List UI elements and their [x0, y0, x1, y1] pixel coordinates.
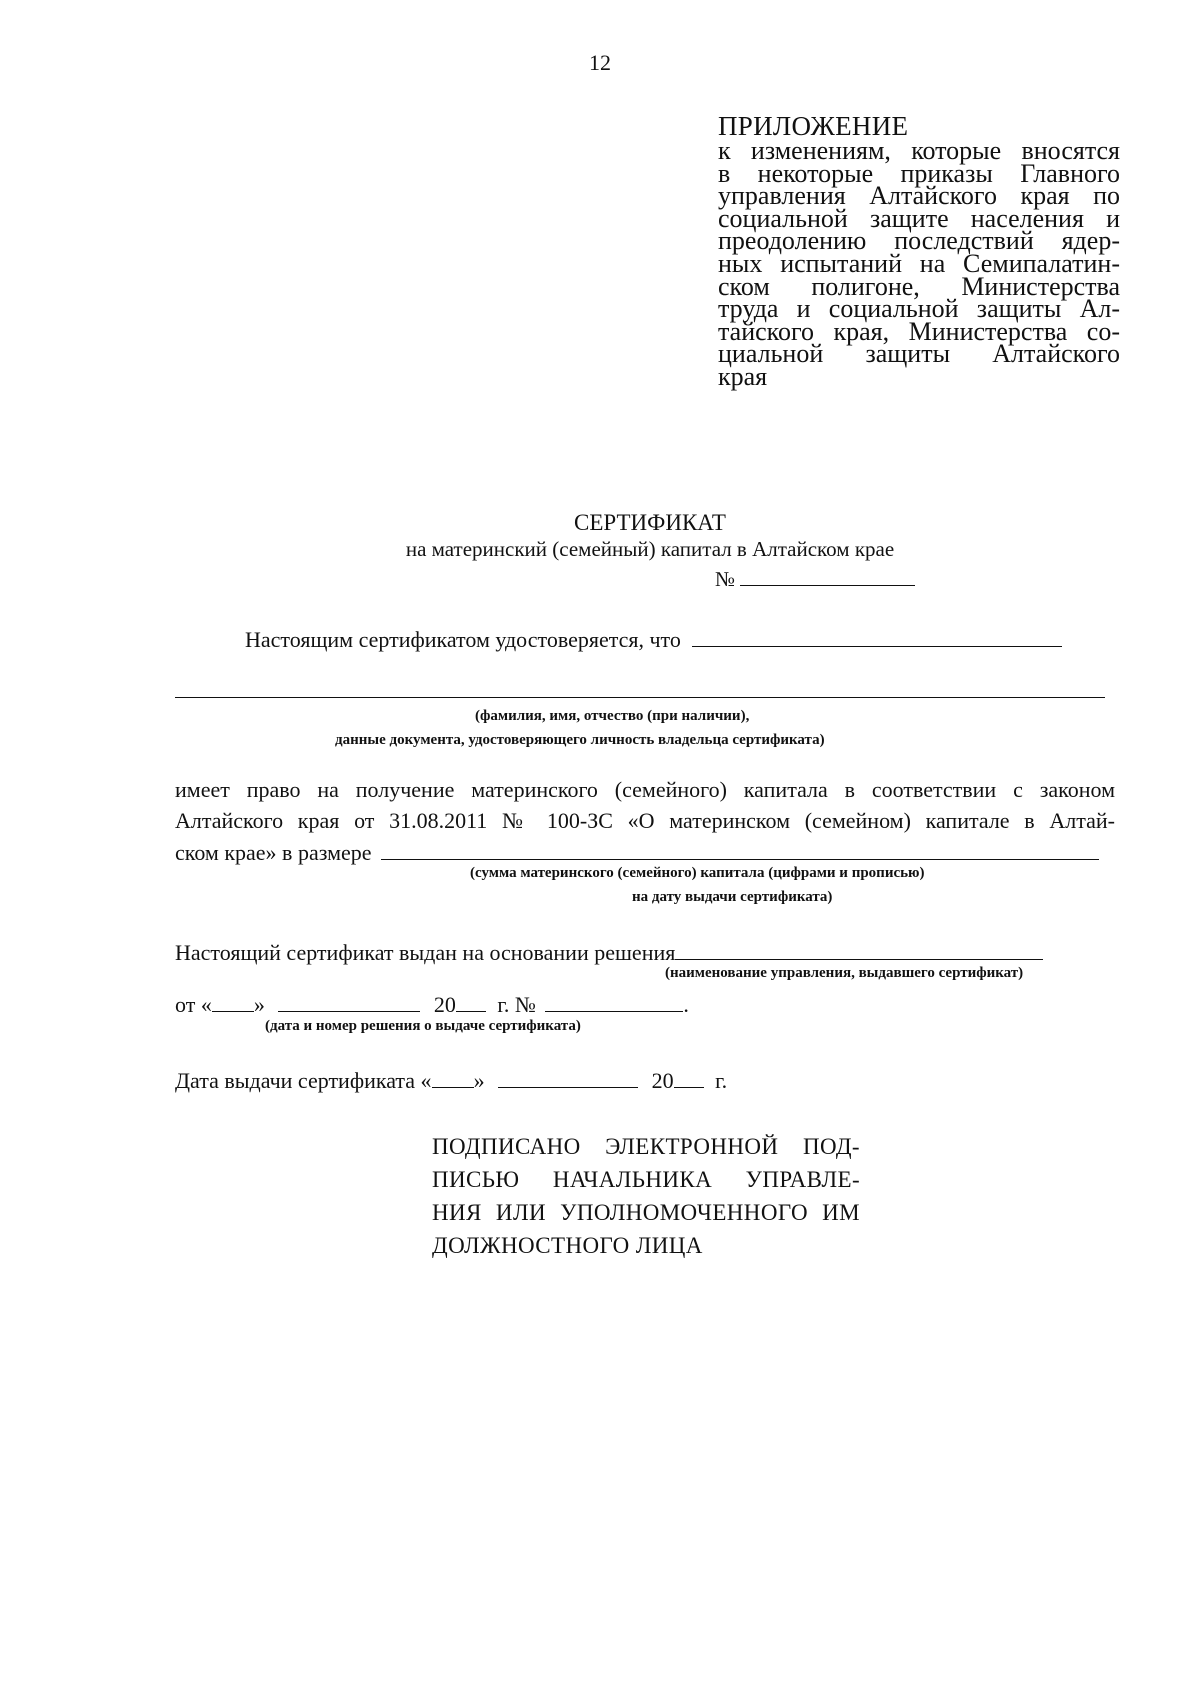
amount-note-2: на дату выдачи сертификата): [632, 889, 833, 905]
decision-year-field: [456, 1010, 486, 1012]
certificate-number-field: [740, 584, 915, 586]
appendix-line: циальной защиты Алтайского: [718, 339, 1120, 369]
decision-month-field: [278, 1010, 420, 1012]
signature-line: ДОЛЖНОСТНОГО ЛИЦА: [432, 1233, 703, 1258]
amount-field: [381, 858, 1099, 860]
from-prefix: от «: [175, 992, 212, 1017]
number-sign: №: [715, 567, 736, 591]
certifies-text: Настоящим сертификатом удостоверяется, что: [245, 627, 681, 652]
amount-note-1: (сумма материнского (семейного) капитала (цифрами и прописью): [470, 865, 925, 881]
certifies-row: [245, 627, 1062, 653]
holder-name-field: [692, 645, 1062, 647]
right-line-3: ском крае» в размере: [175, 840, 372, 865]
issue-year-suffix: г.: [715, 1068, 728, 1093]
appendix-line: к изменениям, которые вносятся: [718, 136, 1120, 165]
appendix-line: в некоторые приказы Главного: [718, 158, 1120, 188]
issue-year-field: [674, 1086, 704, 1088]
quote-close: »: [253, 992, 265, 1017]
year-prefix: 20: [433, 992, 456, 1017]
issue-day-field: [432, 1086, 474, 1088]
holder-note-1: (фамилия, имя, отчество (при наличии),: [475, 708, 750, 724]
holder-details-field: [175, 697, 1105, 698]
period: .: [683, 992, 689, 1017]
issue-date-text: Дата выдачи сертификата «: [175, 1068, 432, 1093]
appendix-header: [718, 112, 1120, 389]
certificate-number-row: [715, 567, 915, 592]
appendix-line: преодолению последствий ядер-: [718, 226, 1120, 256]
decision-number-field: [545, 1010, 683, 1012]
appendix-line: ных испытаний на Семипалатин-: [718, 248, 1120, 278]
issue-month-field: [498, 1086, 638, 1088]
certificate-title: СЕРТИФИКАТ: [574, 510, 726, 535]
quote-close-issue: »: [473, 1068, 485, 1093]
signature-line: ПОДПИСАНО ЭЛЕКТРОННОЙ ПОД-: [432, 1134, 860, 1159]
issue-year-prefix: 20: [651, 1068, 674, 1093]
appendix-line: тайского края, Министерства со-: [718, 316, 1120, 346]
signature-line: НИЯ ИЛИ УПОЛНОМОЧЕННОГО ИМ: [432, 1200, 860, 1225]
decision-day-field: [212, 1010, 254, 1012]
right-line-3-row: [175, 840, 1099, 866]
year-suffix: г. №: [497, 992, 536, 1017]
right-line-2: Алтайского края от 31.08.2011 № 100-ЗС «О материнском (семейном) капитале в Алтай-: [175, 808, 1115, 833]
appendix-title: ПРИЛОЖЕНИЕ: [718, 111, 909, 141]
appendix-line: труда и социальной защиты Ал-: [718, 294, 1120, 324]
issue-date-row: [175, 1068, 727, 1094]
authority-note: (наименование управления, выдавшего сертификат): [665, 965, 1024, 981]
authority-field: [675, 958, 1043, 960]
issued-basis-text: Настоящий сертификат выдан на основании решения: [175, 940, 676, 965]
decision-note: (дата и номер решения о выдаче сертификата): [265, 1018, 581, 1034]
appendix-description: [718, 136, 1120, 391]
certificate-subtitle: на материнский (семейный) капитал в Алтайском крае: [405, 537, 895, 561]
signature-line: ПИСЬЮ НАЧАЛЬНИКА УПРАВЛЕ-: [432, 1167, 860, 1192]
decision-row: [175, 992, 689, 1018]
appendix-line: края: [718, 361, 768, 391]
page-number: 12: [589, 50, 611, 75]
issued-basis-row: [175, 940, 1043, 966]
appendix-line: социальной защите населения и: [718, 203, 1120, 233]
holder-note-2: данные документа, удостоверяющего личность владельца сертификата): [335, 732, 825, 748]
appendix-line: управления Алтайского края по: [718, 181, 1120, 211]
signature-block: [432, 1130, 860, 1262]
right-line-1: имеет право на получение материнского (семейного) капитала в соответствии с законом: [175, 777, 1115, 802]
appendix-line: ском полигоне, Министерства: [718, 271, 1120, 301]
